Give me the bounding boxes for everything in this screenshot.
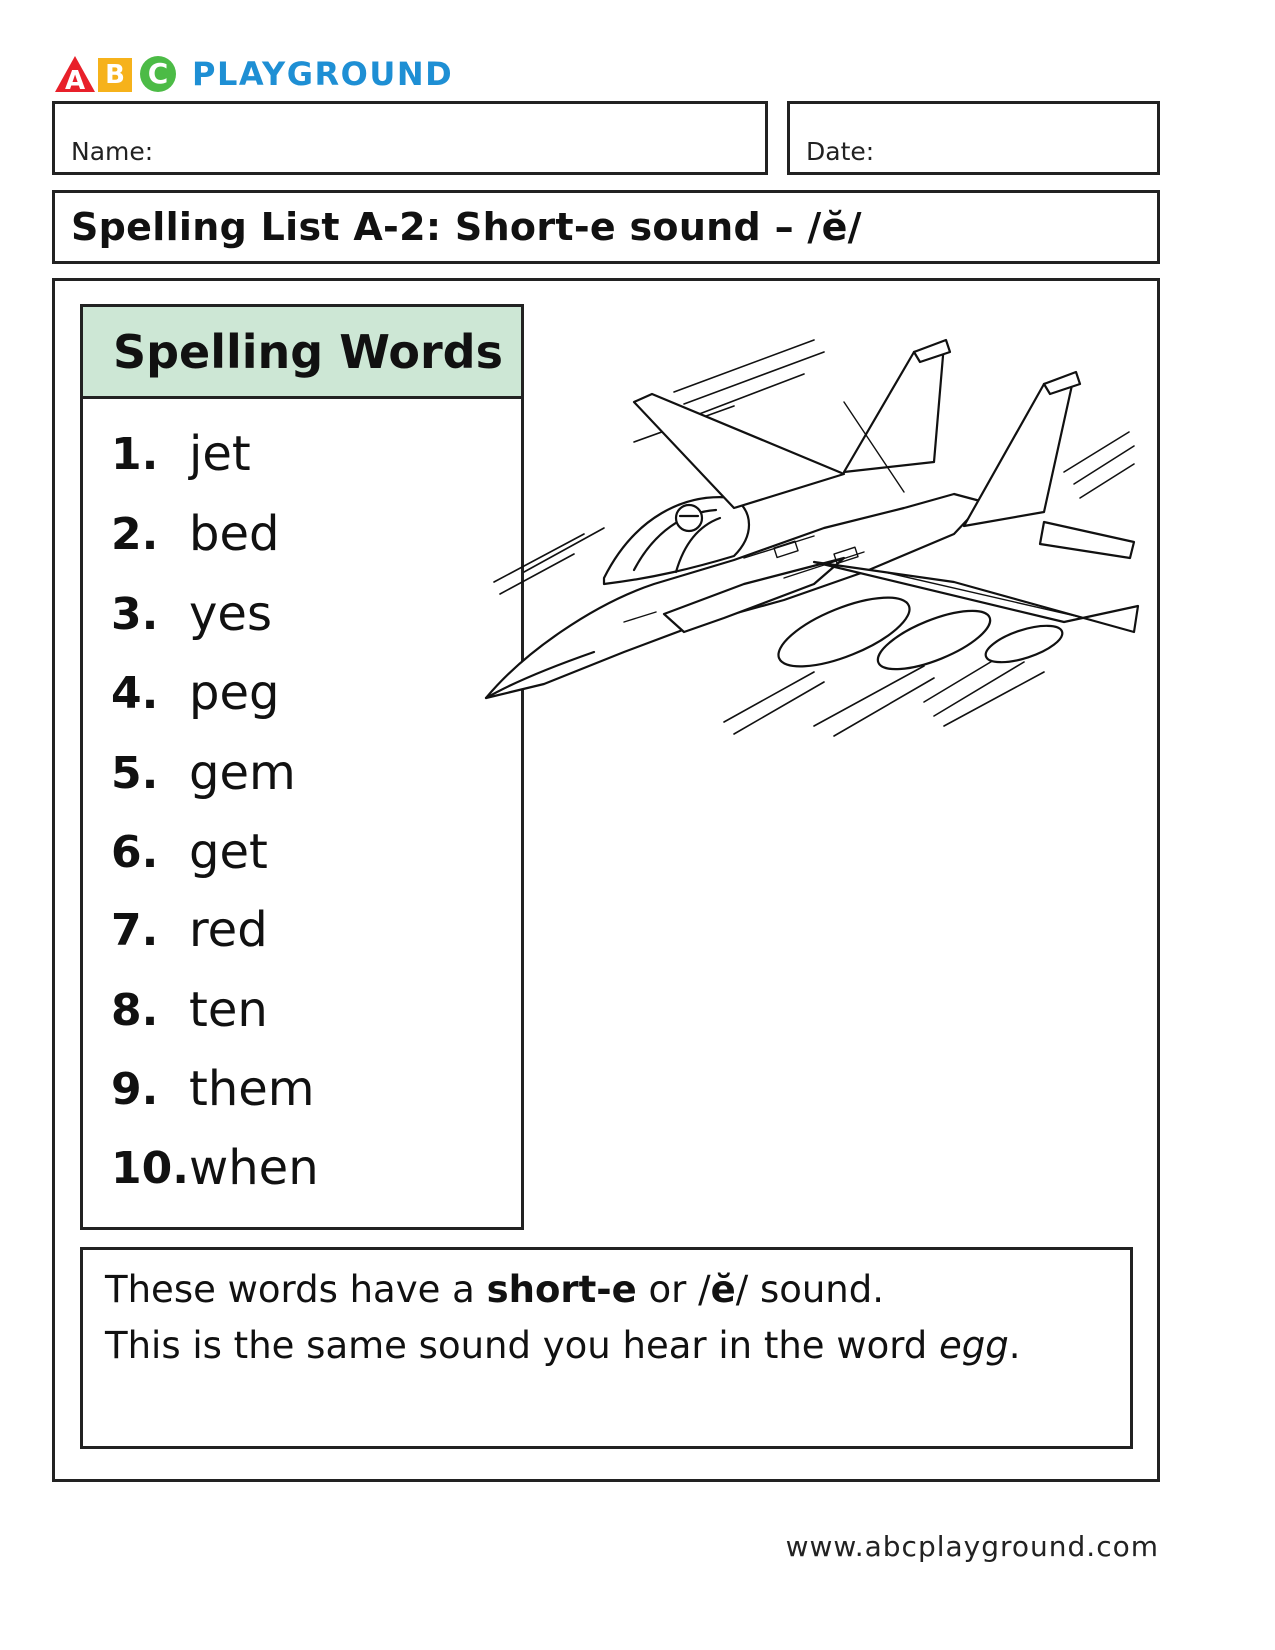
list-item bbox=[111, 579, 272, 649]
spelling-word: red bbox=[189, 902, 268, 958]
logo-letter-c: C bbox=[140, 56, 176, 92]
list-item bbox=[111, 419, 251, 489]
note-text: / sound. bbox=[735, 1268, 885, 1311]
word-number: 1. bbox=[111, 428, 159, 480]
word-number: 2. bbox=[111, 508, 159, 560]
spelling-word: get bbox=[189, 824, 268, 880]
list-item bbox=[111, 499, 279, 569]
note-symbol: ĕ bbox=[710, 1268, 736, 1311]
list-item bbox=[111, 1133, 319, 1203]
spelling-words-heading: Spelling Words bbox=[113, 325, 503, 379]
word-number: 6. bbox=[111, 826, 159, 878]
word-number: 9. bbox=[111, 1063, 159, 1115]
logo-letter-a-icon bbox=[54, 54, 96, 94]
spelling-word: peg bbox=[189, 665, 280, 721]
note-text: These words have a bbox=[105, 1268, 487, 1311]
spelling-word: them bbox=[189, 1061, 315, 1117]
brand-logo bbox=[54, 54, 453, 94]
note-text: . bbox=[1008, 1324, 1021, 1367]
note-example-word: egg bbox=[939, 1324, 1009, 1367]
spelling-words-box bbox=[80, 304, 524, 1230]
spelling-word: yes bbox=[189, 586, 272, 642]
note-line-2 bbox=[105, 1324, 1021, 1367]
list-item bbox=[111, 738, 296, 808]
list-item bbox=[111, 817, 268, 887]
spelling-word: when bbox=[189, 1140, 319, 1196]
list-item bbox=[111, 658, 279, 728]
list-item bbox=[111, 975, 268, 1045]
spelling-words-header bbox=[83, 307, 521, 399]
name-label: Name: bbox=[71, 137, 154, 166]
date-field[interactable] bbox=[787, 101, 1160, 175]
note-text: or / bbox=[636, 1268, 711, 1311]
spelling-word: jet bbox=[189, 426, 251, 482]
name-field[interactable] bbox=[52, 101, 768, 175]
spelling-word: ten bbox=[189, 982, 268, 1038]
svg-text:A: A bbox=[64, 66, 86, 94]
word-number: 7. bbox=[111, 904, 159, 956]
note-line-1 bbox=[105, 1268, 884, 1311]
date-label: Date: bbox=[806, 137, 875, 166]
page-title: Spelling List A-2: Short-e sound – /ĕ/ bbox=[71, 205, 862, 249]
list-item bbox=[111, 895, 268, 965]
list-item bbox=[111, 1054, 315, 1124]
logo-letters bbox=[54, 54, 184, 94]
word-number: 8. bbox=[111, 984, 159, 1036]
note-term: short-e bbox=[486, 1268, 637, 1311]
spelling-word: gem bbox=[189, 745, 296, 801]
word-number: 5. bbox=[111, 747, 159, 799]
brand-name: PLAYGROUND bbox=[192, 55, 454, 93]
fighter-jet-illustration-icon bbox=[484, 322, 1144, 742]
spelling-word: bed bbox=[189, 506, 280, 562]
word-number: 4. bbox=[111, 667, 159, 719]
title-box bbox=[52, 190, 1160, 264]
word-number: 10. bbox=[111, 1142, 189, 1194]
note-text: This is the same sound you hear in the word bbox=[105, 1324, 940, 1367]
logo-letter-b: B bbox=[98, 58, 132, 92]
note-box bbox=[80, 1247, 1133, 1449]
word-number: 3. bbox=[111, 588, 159, 640]
footer-url[interactable]: www.abcplayground.com bbox=[785, 1530, 1159, 1563]
